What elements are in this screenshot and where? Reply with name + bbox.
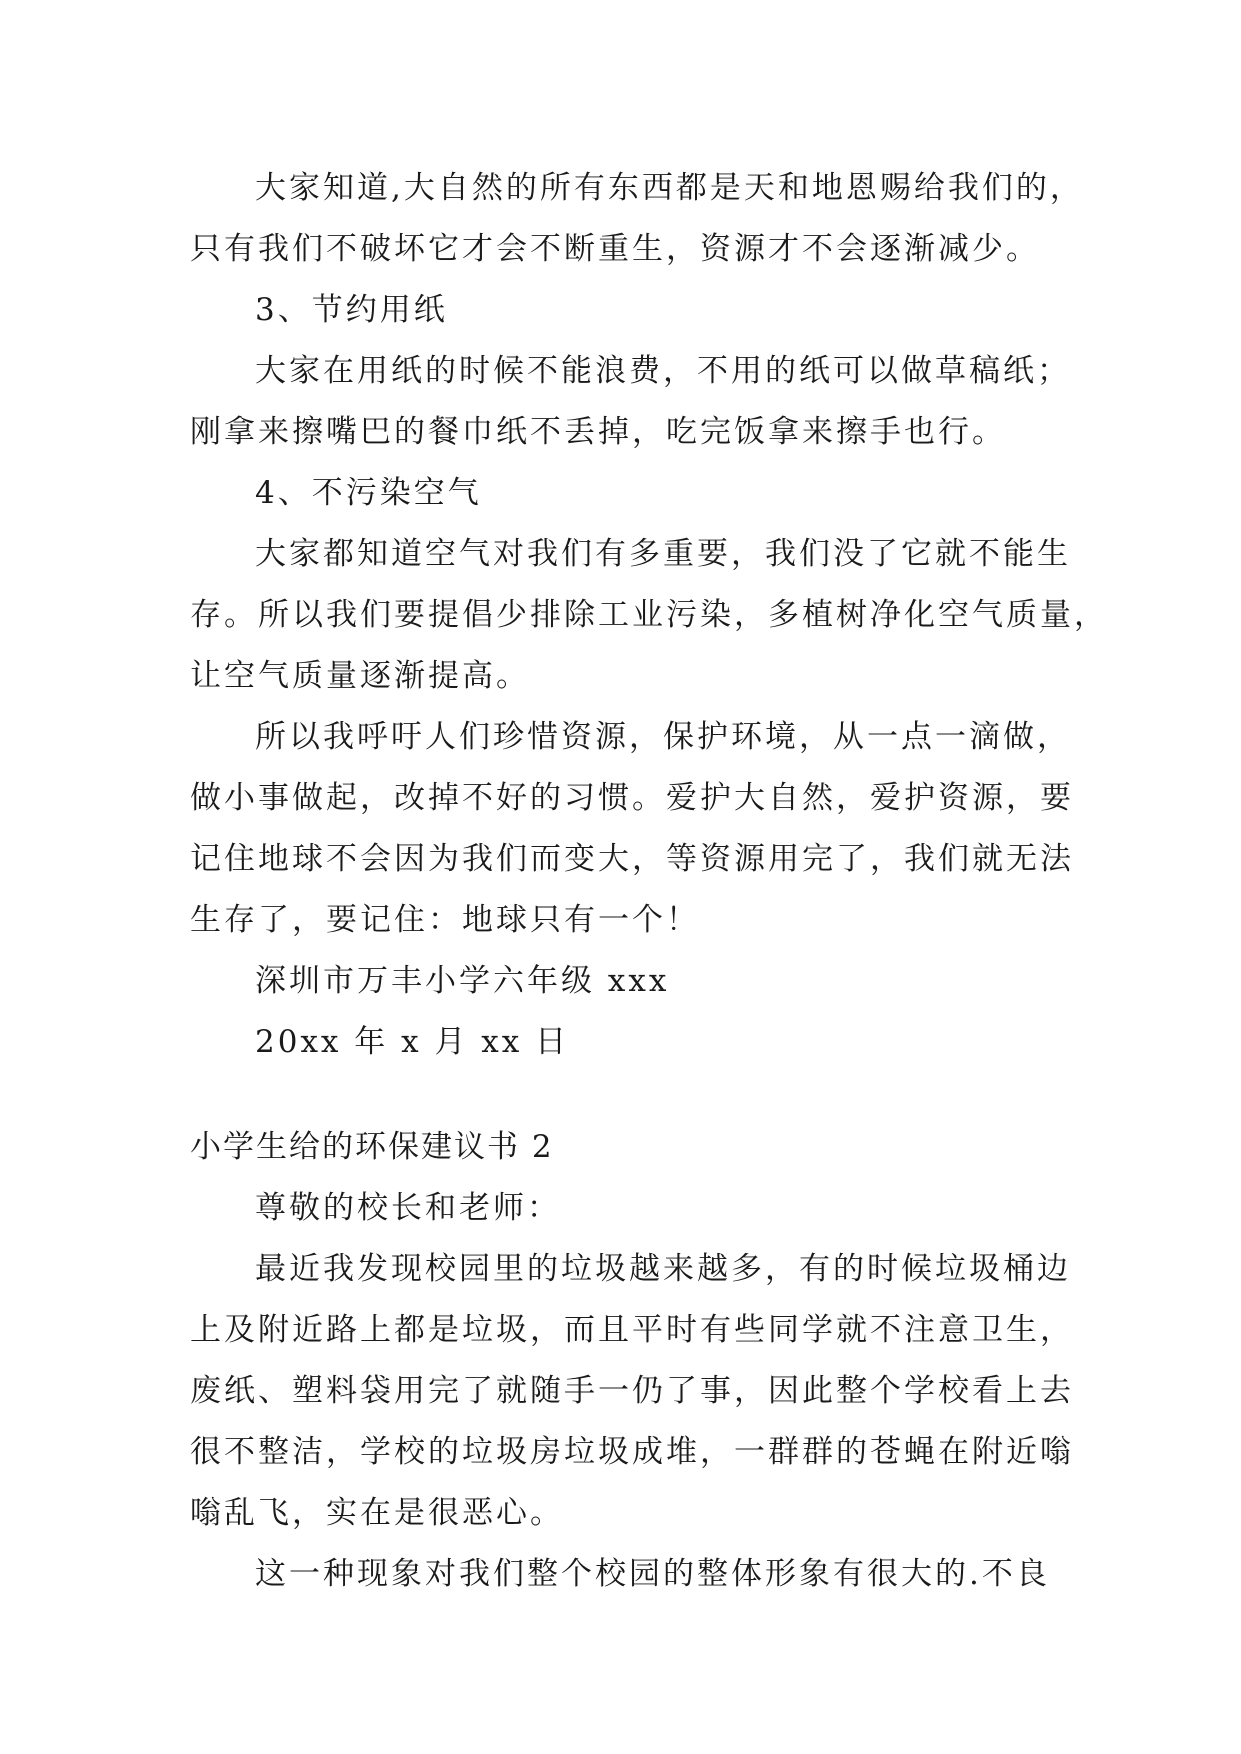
paragraph-line: 记住地球不会因为我们而变大，等资源用完了，我们就无法	[190, 841, 1074, 877]
paragraph-line: 上及附近路上都是垃圾，而且平时有些同学就不注意卫生，	[190, 1312, 1074, 1348]
signature-line: 深圳市万丰小学六年级 xxx	[255, 963, 670, 999]
paragraph-line: 最近我发现校园里的垃圾越来越多，有的时候垃圾桶边	[255, 1251, 1071, 1287]
paragraph-line: 这一种现象对我们整个校园的整体形象有很大的.不良	[255, 1556, 1050, 1592]
paragraph-line: 大家在用纸的时候不能浪费，不用的纸可以做草稿纸；	[255, 353, 1071, 389]
paragraph-line: 只有我们不破坏它才会不断重生，资源才不会逐渐减少。	[190, 231, 1040, 267]
paragraph-line: 很不整洁，学校的垃圾房垃圾成堆，一群群的苍蝇在附近嗡	[190, 1434, 1074, 1470]
date-line: 20xx 年 x 月 xx 日	[255, 1024, 570, 1060]
paragraph-line: 废纸、塑料袋用完了就随手一仍了事，因此整个学校看上去	[190, 1373, 1074, 1409]
salutation: 尊敬的校长和老师：	[255, 1190, 561, 1226]
paragraph-line: 刚拿来擦嘴巴的餐巾纸不丢掉，吃完饭拿来擦手也行。	[190, 414, 1006, 450]
paragraph-line: 大家知道,大自然的所有东西都是天和地恩赐给我们的，	[255, 170, 1084, 206]
paragraph-line: 让空气质量逐渐提高。	[190, 658, 530, 694]
paragraph-line: 存。所以我们要提倡少排除工业污染，多植树净化空气质量，	[190, 597, 1108, 633]
paragraph-line: 所以我呼吁人们珍惜资源，保护环境，从一点一滴做，	[255, 719, 1071, 755]
document-title: 小学生给的环保建议书 2	[190, 1129, 554, 1165]
paragraph-line: 嗡乱飞，实在是很恶心。	[190, 1495, 564, 1531]
section-heading: 3、节约用纸	[255, 292, 448, 328]
section-heading: 4、不污染空气	[255, 475, 482, 511]
paragraph-line: 做小事做起，改掉不好的习惯。爱护大自然，爱护资源，要	[190, 780, 1074, 816]
paragraph-line: 大家都知道空气对我们有多重要，我们没了它就不能生	[255, 536, 1071, 572]
paragraph-line: 生存了，要记住：地球只有一个！	[190, 902, 700, 938]
